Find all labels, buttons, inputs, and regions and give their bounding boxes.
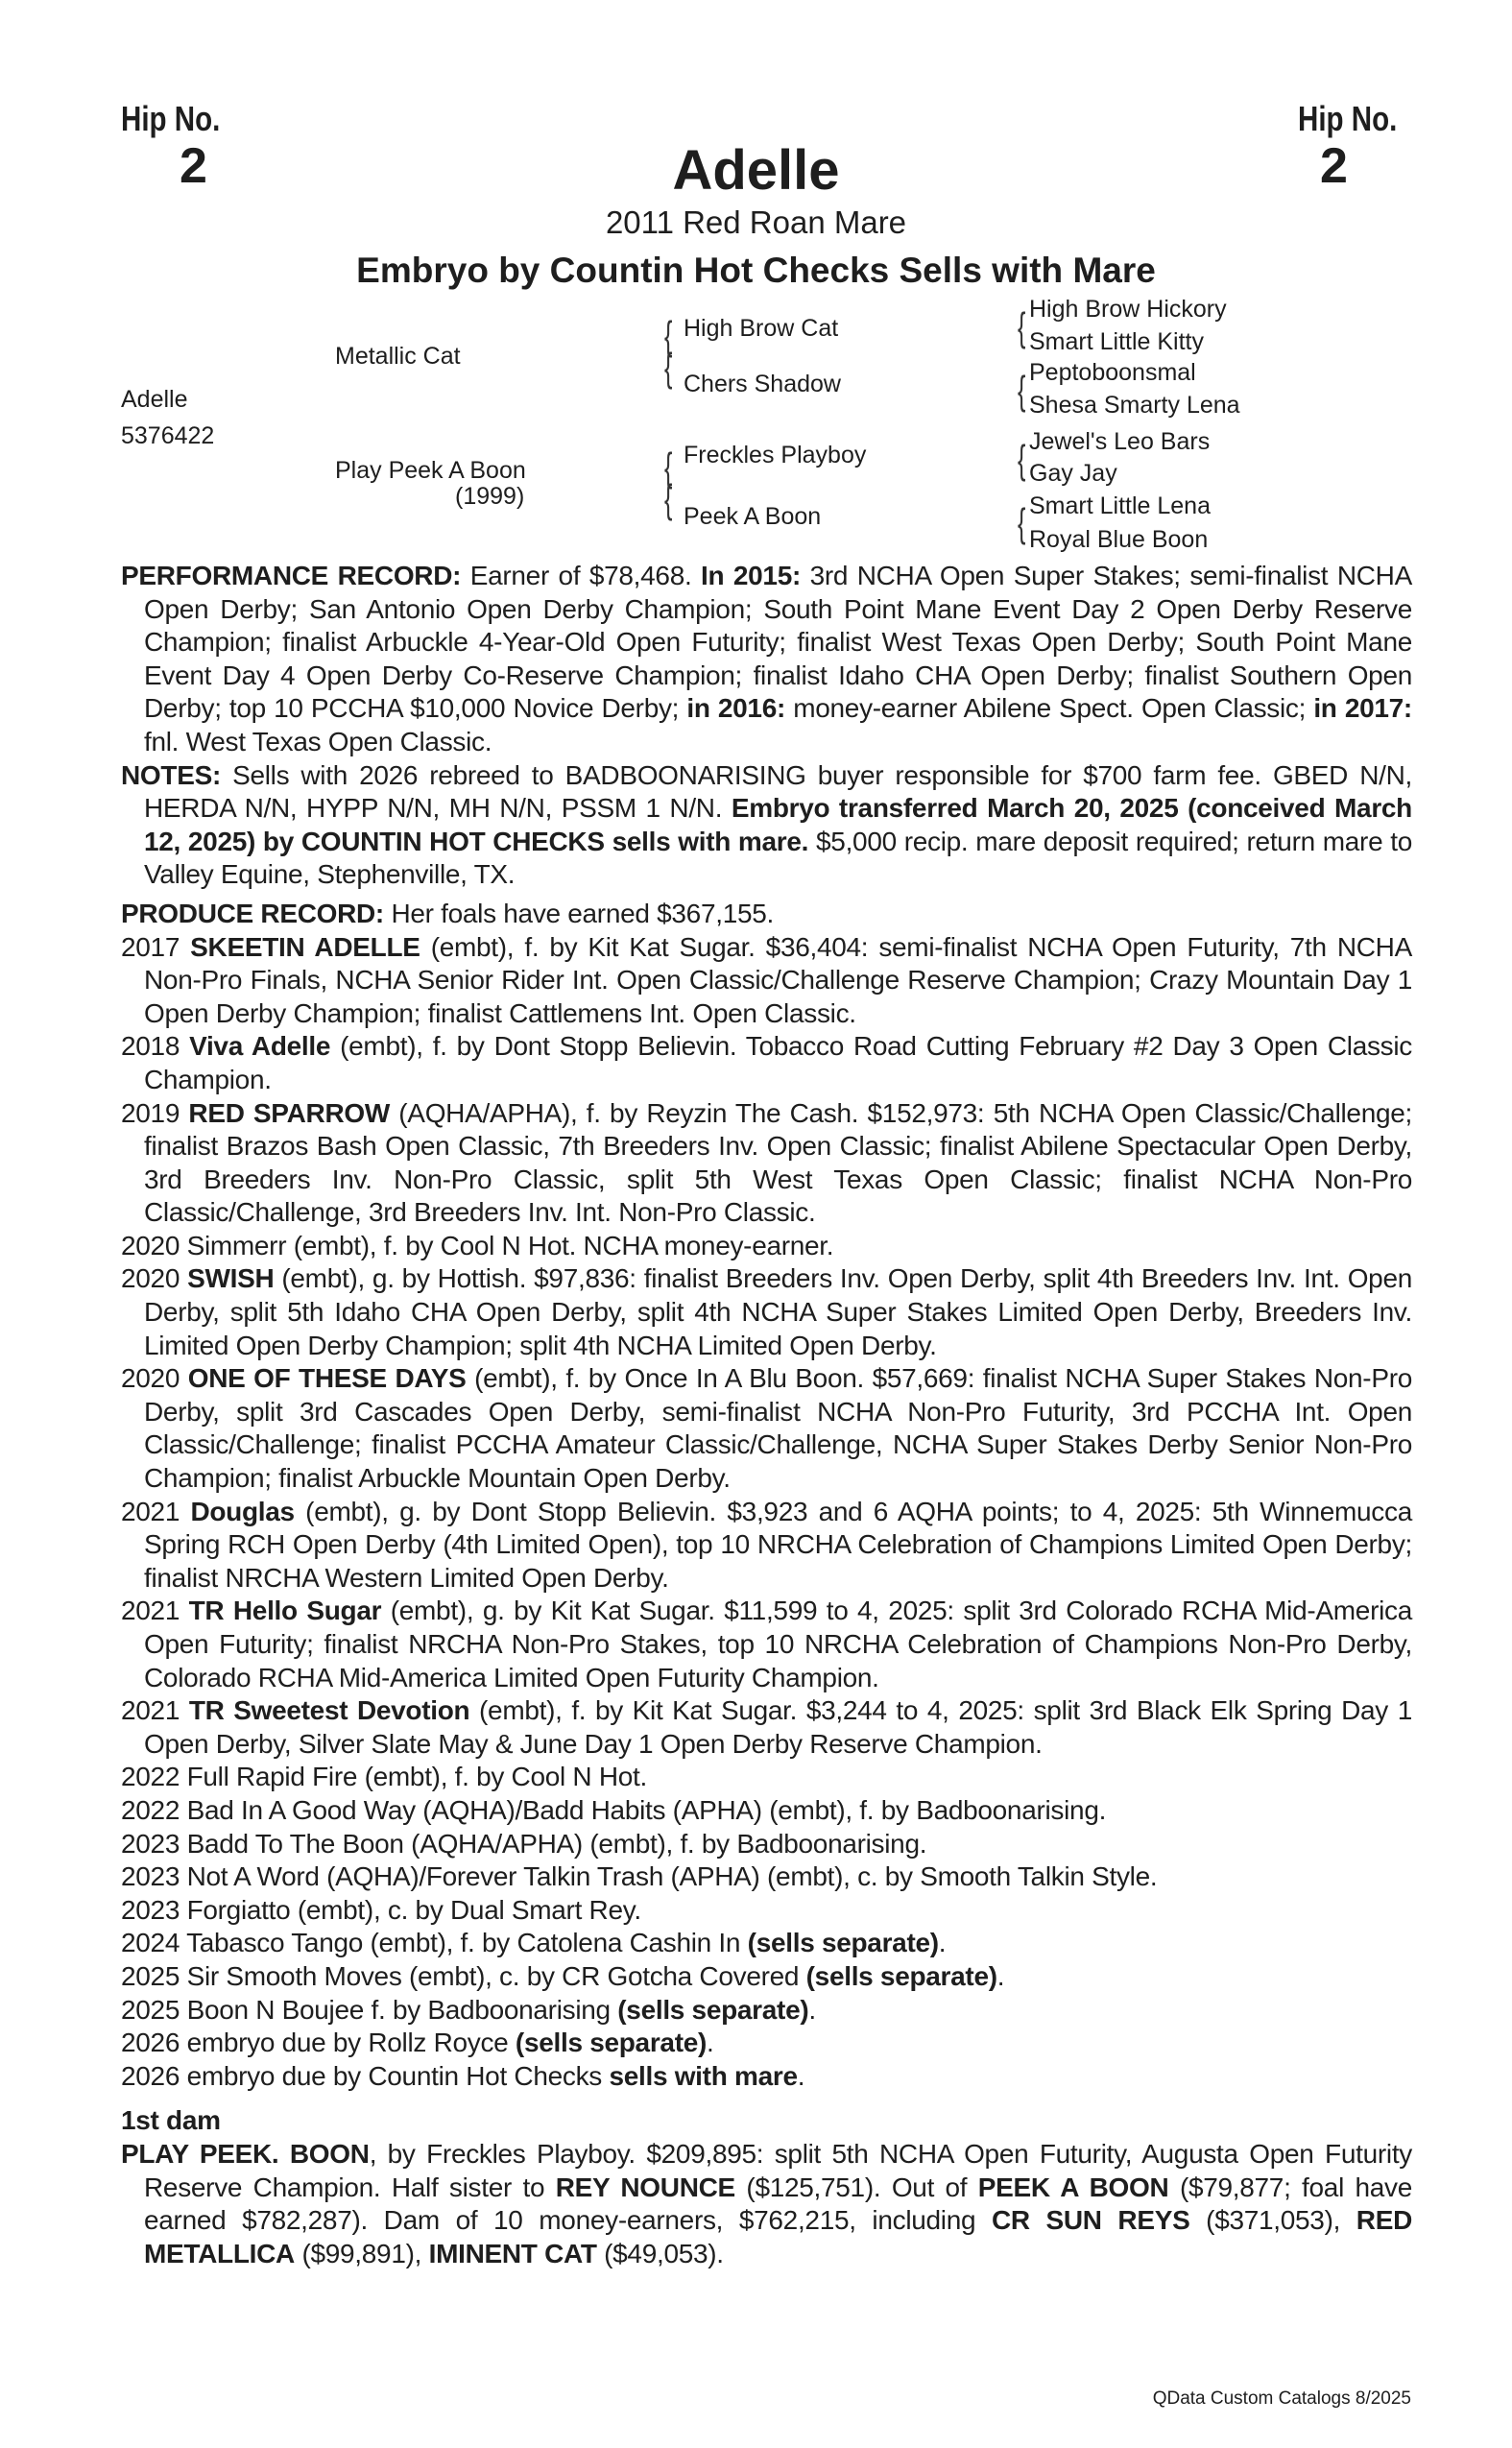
- footer-credit: QData Custom Catalogs 8/2025: [1152, 2388, 1411, 2409]
- performance-record: PERFORMANCE RECORD: Earner of $78,468. In 2015: 3rd NCHA Open Super Stakes; semi-finalist NCHA Open Derby; San Antonio Open Derby Champion; South Point Mane Event Day 2 Open Derby Reserve Champion; finalist Arbuckle 4-Year-Old Open Futurity; finalist West Texas Open Derby; South Point Mane Event Day 4 Open Derby Co-Reserve Champion; finalist Idaho CHA Open Derby; finalist Southern Open Derby; top 10 PCCHA $10,000 Novice Derby; in 2016: money-earner Abilene Spect. Open Classic; in 2017: fnl. West Texas Open Classic.: [121, 561, 1412, 756]
- hip-label-left: Hip No.: [121, 99, 221, 138]
- hip-number-left: 2: [180, 138, 207, 194]
- produce-entry: 2022 Full Rapid Fire (embt), f. by Cool N Hot.: [121, 1762, 647, 1792]
- produce-entry: 2020 ONE OF THESE DAYS (embt), f. by Once In A Blu Boon. $57,669: finalist NCHA Super Stakes Non-Pro Derby, split 3rd Cascades Open Derby, semi-finalist NCHA Non-Pro Futurity, 3rd PCCHA Int. Open Classic/Challenge; finalist PCCHA Amateur Classic/Challenge, NCHA Super Stakes Derby Senior Non-Pro Champion; finalist Arbuckle Mountain Open Derby.: [121, 1363, 1412, 1494]
- produce-entry: 2021 TR Hello Sugar (embt), g. by Kit Kat Sugar. $11,599 to 4, 2025: split 3rd Colorado RCHA Mid-America Open Futurity; finalist NRCHA Non-Pro Stakes, top 10 NRCHA Celebration of Champions Non-Pro Derby, Colorado RCHA Mid-America Limited Open Futurity Champion.: [121, 1596, 1412, 1692]
- produce-entry: 2019 RED SPARROW (AQHA/APHA), f. by Reyzin The Cash. $152,973: 5th NCHA Open Classic/Challenge; finalist Brazos Bash Open Classic, 7th Breeders Inv. Open Classic; finalist Abilene Spectacular Open Derby, 3rd Breeders Inv. Non-Pro Classic, split 5th West Texas Open Classic; finalist NCHA Non-Pro Classic/Challenge, 3rd Breeders Inv. Int. Non-Pro Classic.: [121, 1097, 1413, 1228]
- produce-entry: 2018 Viva Adelle (embt), f. by Dont Stopp Believin. Tobacco Road Cutting February #2 Day 3 Open Classic Champion.: [121, 1031, 1412, 1094]
- pedigree-g2: Smart Little Kitty: [1029, 328, 1204, 355]
- produce-entry: 2025 Sir Smooth Moves (embt), c. by CR Gotcha Covered (sells separate).: [121, 1960, 1005, 1991]
- produce-entry: 2023 Not A Word (AQHA)/Forever Talkin Trash (APHA) (embt), c. by Smooth Talkin Style.: [121, 1861, 1158, 1892]
- hip-label-right: Hip No.: [1298, 99, 1398, 138]
- pedigree-dam-sire: Freckles Playboy: [684, 442, 867, 468]
- pedigree-g3: Peptoboonsmal: [1029, 359, 1196, 386]
- brace-icon: {: [1018, 368, 1026, 413]
- pedigree-dam-dam: Peek A Boon: [684, 503, 822, 530]
- pedigree-g1: High Brow Hickory: [1029, 296, 1227, 323]
- first-dam-record: PLAY PEEK. BOON, by Freckles Playboy. $209,895: split 5th NCHA Open Futurity, Augusta Open Futurity Reserve Champion. Half sister to REY NOUNCE ($125,751). Out of PEEK A BOON ($79,877; foal have earned $782,287). Dam of 10 money-earners, $762,215, including CR SUN REYS ($371,053), RED METALLICA ($99,891), IMINENT CAT ($49,053).: [121, 2138, 1412, 2268]
- catalog-body: [121, 560, 1412, 2270]
- produce-entry: 2023 Badd To The Boon (AQHA/APHA) (embt), f. by Badboonarising.: [121, 1828, 927, 1859]
- produce-entry: 2026 embryo due by Countin Hot Checks sells with mare.: [121, 2060, 805, 2091]
- first-dam-heading: 1st dam: [121, 2105, 221, 2136]
- pedigree-reg-number: 5376422: [121, 422, 215, 449]
- pedigree-g6: Gay Jay: [1029, 460, 1117, 487]
- horse-description: 2011 Red Roan Mare: [605, 204, 907, 240]
- brace-icon: {: [1018, 437, 1026, 482]
- pedigree-sire-sire: High Brow Cat: [684, 315, 839, 342]
- horse-name: Adelle: [672, 139, 840, 202]
- brace-icon: {: [1018, 500, 1026, 545]
- pedigree-sire: Metallic Cat: [335, 343, 461, 370]
- brace-icon: {: [664, 444, 673, 490]
- pedigree-g7: Smart Little Lena: [1029, 492, 1211, 519]
- brace-icon: {: [664, 345, 673, 390]
- brace-icon: {: [664, 476, 673, 521]
- produce-entry: 2022 Bad In A Good Way (AQHA)/Badd Habits (APHA) (embt), f. by Badboonarising.: [121, 1794, 1107, 1825]
- produce-list: [121, 931, 1412, 2094]
- produce-entry: 2025 Boon N Boujee f. by Badboonarising (sells separate).: [121, 1994, 816, 2025]
- hip-number-right: 2: [1320, 138, 1348, 194]
- pedigree-dam: Play Peek A Boon: [335, 457, 526, 484]
- notes: NOTES: Sells with 2026 rebreed to BADBOONARISING buyer responsible for $700 farm fee. GBED N/N, HERDA N/N, HYPP N/N, MH N/N, PSSM 1 N/N. Embryo transferred March 20, 2025 (conceived March 12, 2025) by COUNTIN HOT CHECKS sells with mare. $5,000 recip. mare deposit required; return mare to Valley Equine, Stephenville, TX.: [121, 759, 1412, 890]
- produce-entry: 2021 Douglas (embt), g. by Dont Stopp Believin. $3,923 and 6 AQHA points; to 4, 2025: 5th Winnemucca Spring RCH Open Derby (4th Limited Open), top 10 NRCHA Celebration of Champions Limited Open Derby; finalist NRCHA Western Limited Open Derby.: [121, 1496, 1412, 1593]
- produce-entry: 2026 embryo due by Rollz Royce (sells separate).: [121, 2028, 714, 2058]
- produce-record-summary: PRODUCE RECORD: Her foals have earned $367,155.: [121, 898, 774, 928]
- pedigree-dam-year: (1999): [455, 483, 525, 510]
- produce-entry: 2021 TR Sweetest Devotion (embt), f. by Kit Kat Sugar. $3,244 to 4, 2025: split 3rd Black Elk Spring Day 1 Open Derby, Silver Slate May & June Day 1 Open Derby Reserve Champion.: [121, 1695, 1412, 1759]
- brace-icon: {: [1018, 304, 1026, 349]
- pedigree-g5: Jewel's Leo Bars: [1029, 428, 1211, 455]
- pedigree-g4: Shesa Smarty Lena: [1029, 392, 1240, 419]
- produce-entry: 2024 Tabasco Tango (embt), f. by Catolena Cashin In (sells separate).: [121, 1928, 947, 1958]
- brace-icon: {: [664, 313, 673, 358]
- produce-entry: 2020 SWISH (embt), g. by Hottish. $97,836: finalist Breeders Inv. Open Derby, split 4th Breeders Inv. Int. Open Derby, split 5th Idaho CHA Open Derby, split 4th NCHA Super Stakes Limited Open Derby, Breeders Inv. Limited Open Derby Champion; split 4th NCHA Limited Open Derby.: [121, 1263, 1412, 1360]
- produce-entry: 2023 Forgiatto (embt), c. by Dual Smart Rey.: [121, 1894, 641, 1925]
- produce-entry: 2020 Simmerr (embt), f. by Cool N Hot. NCHA money-earner.: [121, 1230, 834, 1260]
- pedigree-horse: Adelle: [121, 386, 188, 413]
- pedigree-sire-dam: Chers Shadow: [684, 371, 841, 397]
- produce-entry: 2017 SKEETIN ADELLE (embt), f. by Kit Kat Sugar. $36,404: semi-finalist NCHA Open Futurity, 7th NCHA Non-Pro Finals, NCHA Senior Rider Int. Open Classic/Challenge Reserve Champion; Crazy Mountain Day 1 Open Derby Champion; finalist Cattlemens Int. Open Classic.: [121, 931, 1412, 1028]
- embryo-line: Embryo by Countin Hot Checks Sells with Mare: [356, 251, 1156, 290]
- pedigree-g8: Royal Blue Boon: [1029, 526, 1209, 553]
